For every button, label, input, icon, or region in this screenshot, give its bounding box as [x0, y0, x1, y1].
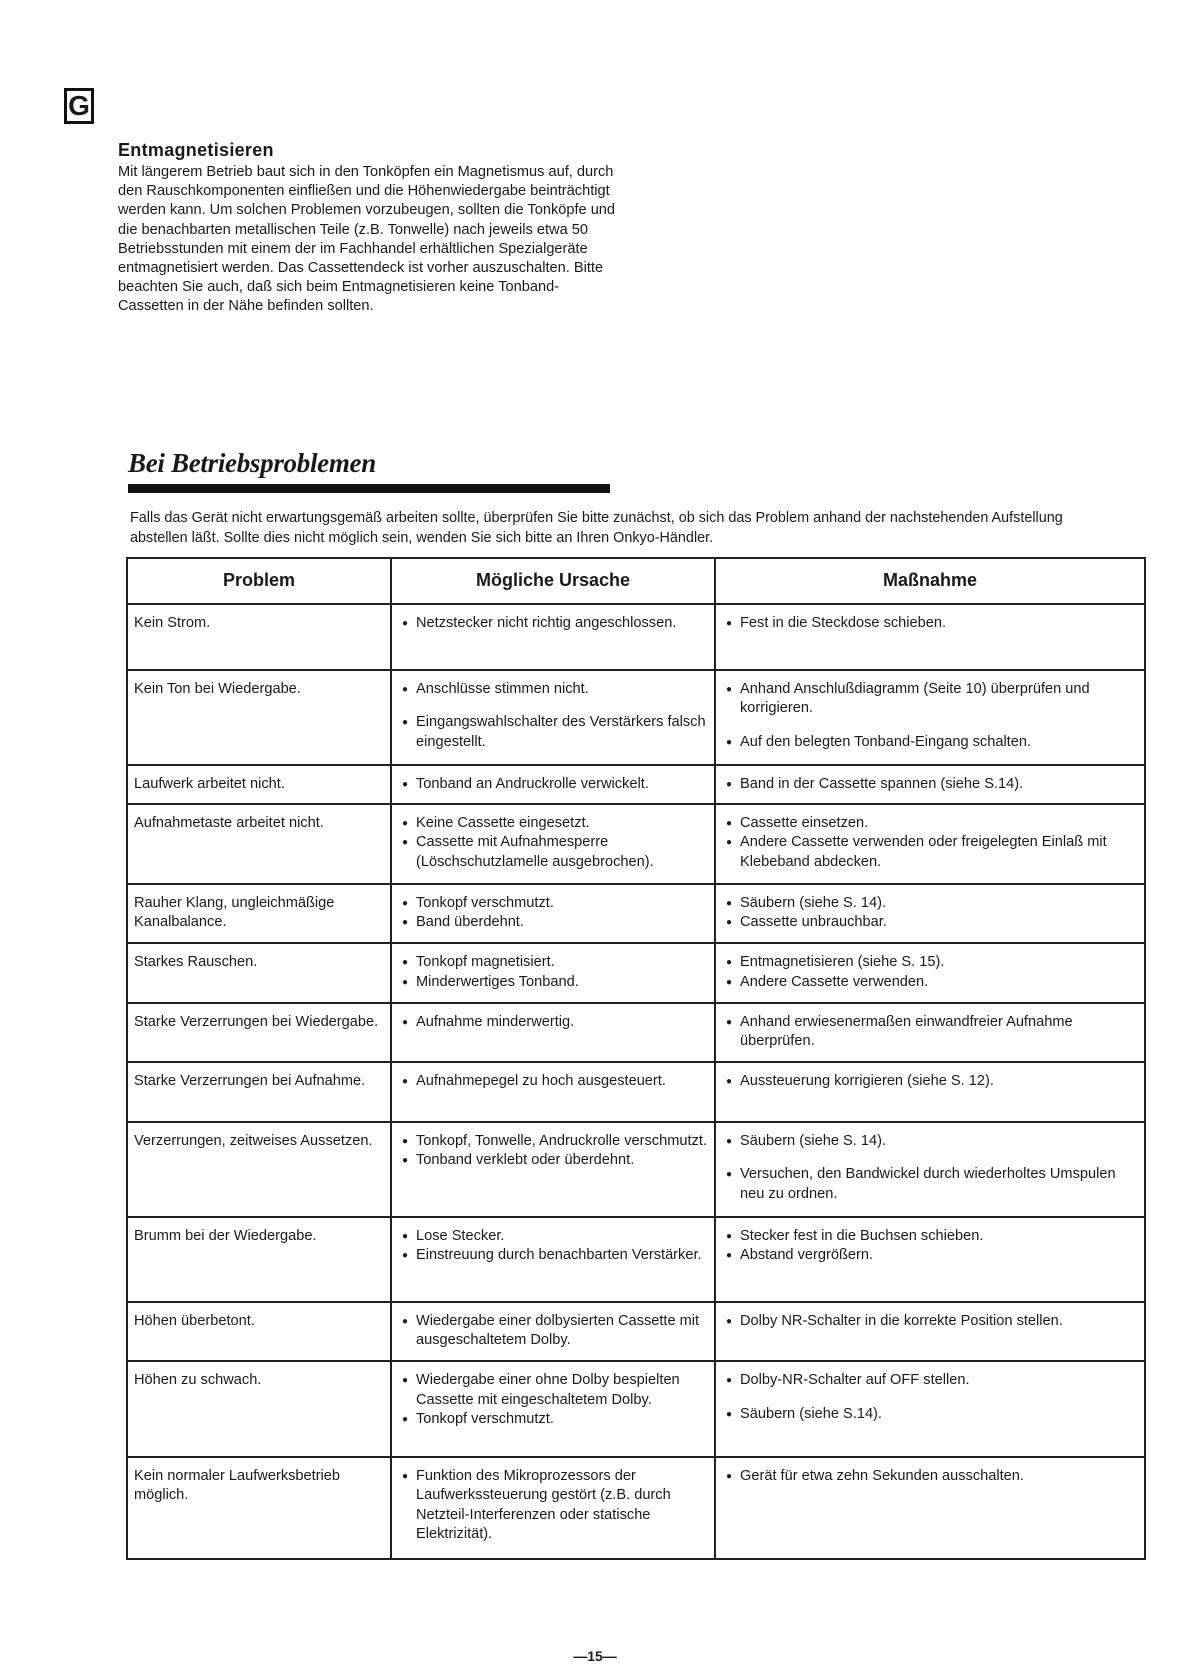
language-badge: G: [64, 88, 94, 124]
remedy-cell: [715, 670, 1145, 765]
cause-item: ● Tonband verklebt oder überdehnt.: [402, 1151, 708, 1171]
remedy-cell: [715, 1062, 1145, 1121]
table-row: [127, 1217, 1145, 1302]
table-row: [127, 1122, 1145, 1217]
cause-item: ● Keine Cassette eingesetzt.: [402, 814, 708, 834]
problem-cell: Starke Verzerrungen bei Aufnahme.: [127, 1062, 391, 1121]
problem-cell: Kein Ton bei Wiedergabe.: [127, 670, 391, 765]
remedy-item: ● Andere Cassette verwenden.: [726, 973, 1138, 993]
cause-cell: [391, 804, 715, 884]
cause-cell: [391, 765, 715, 804]
remedy-item: ● Cassette unbrauchbar.: [726, 913, 1138, 933]
cause-item: ● Tonkopf verschmutzt.: [402, 1410, 708, 1430]
remedy-cell: [715, 1457, 1145, 1559]
title-underline: [128, 484, 610, 493]
table-body: [127, 604, 1145, 1559]
table-row: [127, 765, 1145, 804]
cause-item: ● Funktion des Mikroprozessors der Laufwerkssteuerung gestört (z.B. durch Netzteil-Interferenzen oder statische Elektrizität).: [402, 1467, 708, 1545]
cause-cell: [391, 1217, 715, 1302]
table-row: [127, 943, 1145, 1002]
remedy-item: ● Gerät für etwa zehn Sekunden ausschalten.: [726, 1467, 1138, 1487]
remedy-item: ● Stecker fest in die Buchsen schieben.: [726, 1227, 1138, 1247]
table-row: [127, 884, 1145, 943]
header-cause: Mögliche Ursache: [391, 558, 715, 604]
remedy-item: ● Andere Cassette verwenden oder freigelegten Einlaß mit Klebeband abdecken.: [726, 833, 1138, 872]
remedy-item: ● Auf den belegten Tonband-Eingang schalten.: [726, 733, 1138, 753]
troubleshooting-intro: Falls das Gerät nicht erwartungsgemäß arbeiten sollte, überprüfen Sie bitte zunächst, ob sich das Problem anhand der nachstehenden Aufstellung abstellen läßt. Sollte dies nicht möglich sein, wenden Sie sich bitte an Ihren Onkyo-Händler.: [130, 510, 1063, 546]
cause-item: ● Aufnahmepegel zu hoch ausgesteuert.: [402, 1072, 708, 1092]
cause-item: ● Aufnahme minderwertig.: [402, 1013, 708, 1033]
demagnetize-heading: Entmagnetisieren: [118, 140, 274, 160]
cause-cell: [391, 1003, 715, 1062]
cause-cell: [391, 1457, 715, 1559]
remedy-cell: [715, 804, 1145, 884]
remedy-item: ● Dolby-NR-Schalter auf OFF stellen.: [726, 1371, 1138, 1391]
cause-item: ● Wiedergabe einer ohne Dolby bespielten Cassette mit eingeschaltetem Dolby.: [402, 1371, 708, 1410]
problem-cell: Aufnahmetaste arbeitet nicht.: [127, 804, 391, 884]
cause-item: ● Einstreuung durch benachbarten Verstärker.: [402, 1246, 708, 1266]
cause-cell: [391, 1361, 715, 1457]
remedy-cell: [715, 1003, 1145, 1062]
header-problem: Problem: [127, 558, 391, 604]
remedy-cell: [715, 1361, 1145, 1457]
remedy-item: ● Anhand erwiesenermaßen einwandfreier Aufnahme überprüfen.: [726, 1013, 1138, 1052]
header-remedy: Maßnahme: [715, 558, 1145, 604]
cause-cell: [391, 670, 715, 765]
remedy-item: ● Band in der Cassette spannen (siehe S.14).: [726, 775, 1138, 795]
remedy-cell: [715, 884, 1145, 943]
remedy-item: ● Entmagnetisieren (siehe S. 15).: [726, 953, 1138, 973]
remedy-cell: [715, 1122, 1145, 1217]
remedy-item: ● Säubern (siehe S.14).: [726, 1405, 1138, 1425]
problem-cell: Höhen zu schwach.: [127, 1361, 391, 1457]
remedy-item: ● Cassette einsetzen.: [726, 814, 1138, 834]
cause-item: ● Anschlüsse stimmen nicht.: [402, 680, 708, 700]
troubleshooting-title: Bei Betriebsproblemen: [128, 448, 376, 478]
table-row: [127, 1003, 1145, 1062]
table-row: [127, 670, 1145, 765]
remedy-item: ● Aussteuerung korrigieren (siehe S. 12).: [726, 1072, 1138, 1092]
remedy-item: ● Abstand vergrößern.: [726, 1246, 1138, 1266]
remedy-item: ● Säubern (siehe S. 14).: [726, 894, 1138, 914]
cause-item: ● Tonband an Andruckrolle verwickelt.: [402, 775, 708, 795]
table-row: [127, 1302, 1145, 1361]
remedy-item: ● Dolby NR-Schalter in die korrekte Position stellen.: [726, 1312, 1138, 1332]
table-row: [127, 604, 1145, 670]
cause-cell: [391, 943, 715, 1002]
remedy-cell: [715, 943, 1145, 1002]
remedy-cell: [715, 765, 1145, 804]
problem-cell: Starke Verzerrungen bei Wiedergabe.: [127, 1003, 391, 1062]
cause-item: ● Tonkopf verschmutzt.: [402, 894, 708, 914]
cause-item: ● Lose Stecker.: [402, 1227, 708, 1247]
table-row: [127, 1062, 1145, 1121]
cause-item: ● Tonkopf, Tonwelle, Andruckrolle verschmutzt.: [402, 1132, 708, 1152]
cause-cell: [391, 1122, 715, 1217]
cause-cell: [391, 1062, 715, 1121]
cause-item: ● Band überdehnt.: [402, 913, 708, 933]
remedy-item: ● Versuchen, den Bandwickel durch wiederholtes Umspulen neu zu ordnen.: [726, 1165, 1138, 1204]
table-row: [127, 1457, 1145, 1559]
problem-cell: Kein normaler Laufwerksbetrieb möglich.: [127, 1457, 391, 1559]
demagnetize-section: [118, 140, 618, 317]
cause-item: ● Minderwertiges Tonband.: [402, 973, 708, 993]
table-row: [127, 1361, 1145, 1457]
remedy-cell: [715, 604, 1145, 670]
table-row: [127, 804, 1145, 884]
remedy-cell: [715, 1217, 1145, 1302]
cause-item: ● Tonkopf magnetisiert.: [402, 953, 708, 973]
cause-cell: [391, 1302, 715, 1361]
problem-cell: Laufwerk arbeitet nicht.: [127, 765, 391, 804]
cause-item: ● Eingangswahlschalter des Verstärkers falsch eingestellt.: [402, 713, 708, 752]
problem-cell: Kein Strom.: [127, 604, 391, 670]
cause-cell: [391, 604, 715, 670]
cause-cell: [391, 884, 715, 943]
remedy-item: ● Säubern (siehe S. 14).: [726, 1132, 1138, 1152]
problem-cell: Starkes Rauschen.: [127, 943, 391, 1002]
cause-item: ● Cassette mit Aufnahmesperre (Löschschutzlamelle ausgebrochen).: [402, 833, 708, 872]
problem-cell: Verzerrungen, zeitweises Aussetzen.: [127, 1122, 391, 1217]
remedy-cell: [715, 1302, 1145, 1361]
remedy-item: ● Fest in die Steckdose schieben.: [726, 614, 1138, 634]
cause-item: ● Wiedergabe einer dolbysierten Cassette mit ausgeschaltetem Dolby.: [402, 1312, 708, 1351]
cause-item: ● Netzstecker nicht richtig angeschlossen.: [402, 614, 708, 634]
problem-cell: Höhen überbetont.: [127, 1302, 391, 1361]
remedy-item: ● Anhand Anschlußdiagramm (Seite 10) überprüfen und korrigieren.: [726, 680, 1138, 719]
page-number: —15—: [573, 1648, 617, 1664]
demagnetize-body: Mit längerem Betrieb baut sich in den Tonköpfen ein Magnetismus auf, durch den Rauschkomponenten einfließen und die Höhenwiedergabe beinträchtigt werden kann. Um solchen Problemen vorzubeugen, sollten die Tonköpfe und die benachbarten metallischen Teile (z.B. Tonwelle) nach jeweils etwa 50 Betriebsstunden mit einem der im Fachhandel erhältlichen Spezialgeräte entmagnetisiert werden. Das Cassettendeck ist vorher auszuschalten. Bitte beachten Sie auch, daß sich beim Entmagnetisieren keine Tonband-Cassetten in der Nähe befinden sollten.: [118, 164, 616, 315]
problem-cell: Rauher Klang, ungleichmäßige Kanalbalance.: [127, 884, 391, 943]
troubleshooting-table: [126, 557, 1146, 1560]
problem-cell: Brumm bei der Wiedergabe.: [127, 1217, 391, 1302]
table-header-row: [127, 558, 1145, 604]
